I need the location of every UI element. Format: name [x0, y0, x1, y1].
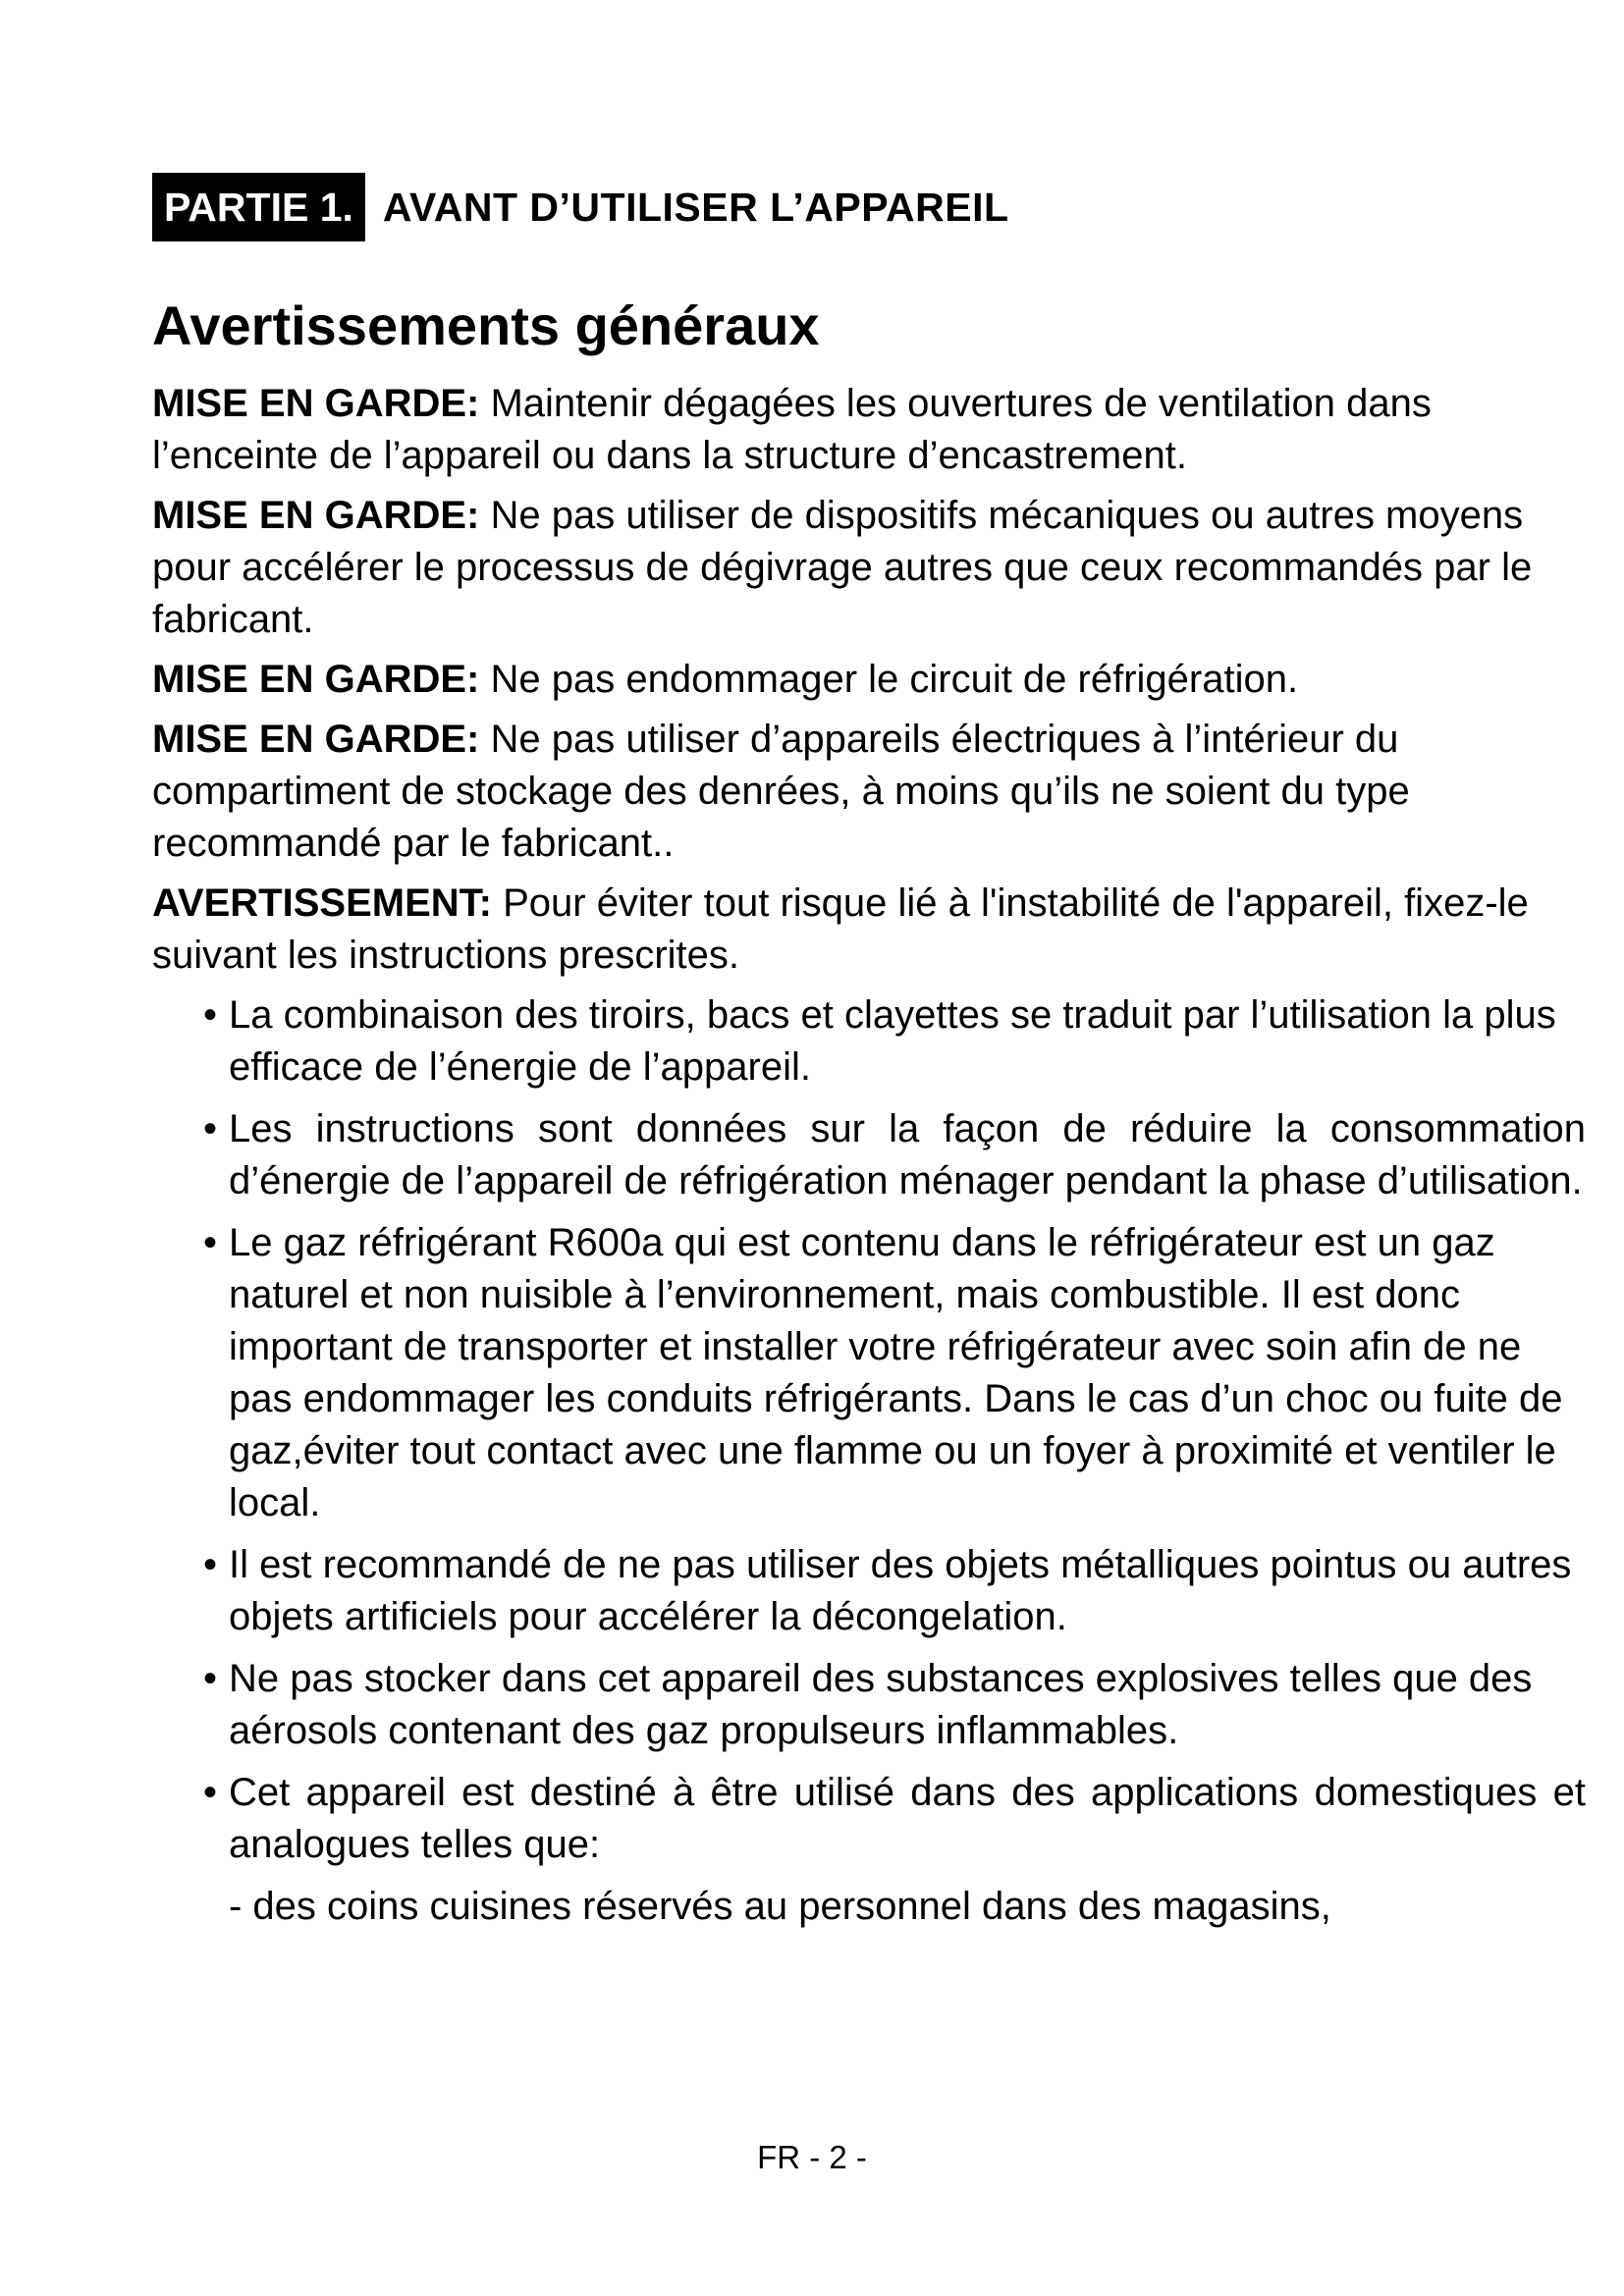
list-item [152, 1217, 1586, 1529]
warning-label: MISE EN GARDE: [152, 494, 480, 537]
bullet-marker: • [203, 1221, 218, 1264]
bullet-list [152, 989, 1586, 1871]
bullet-marker: • [203, 1657, 218, 1700]
list-item [152, 1653, 1586, 1757]
part-header [152, 173, 1009, 241]
warning-paragraph [152, 490, 1586, 646]
warning-paragraph [152, 654, 1586, 706]
warning-text: Ne pas endommager le circuit de réfrigération. [479, 658, 1299, 701]
list-item-text: Ne pas stocker dans cet appareil des substances explosives telles que des aérosols contenant des gaz propulseurs inflammables. [229, 1657, 1533, 1752]
list-item [152, 1539, 1586, 1643]
warning-text: Ne pas utiliser d’appareils électriques à l’intérieur du compartiment de stockage des denrées, à moins qu’ils ne soient du type recommandé par le fabricant.. [152, 718, 1410, 865]
bullet-marker: • [203, 1543, 218, 1586]
warning-paragraph [152, 878, 1586, 982]
part-title: AVANT D’UTILISER L’APPAREIL [382, 185, 1009, 230]
part-badge: PARTIE 1. [152, 173, 365, 241]
warning-label: MISE EN GARDE: [152, 718, 480, 761]
list-item-text: Le gaz réfrigérant R600a qui est contenu dans le réfrigérateur est un gaz naturel et non nuisible à l’environnement, mais combustible. Il est donc important de transporter et installer votre réfrigérateur avec soin afin de ne pas endommager les conduits réfrigérants. Dans le cas d’un choc ou fuite de gaz,éviter tout contact avec une flamme ou un foyer à proximité et ventiler le local. [229, 1221, 1563, 1524]
list-item [152, 1103, 1586, 1207]
list-item-text: Cet appareil est destiné à être utilisé dans des applications domestiques et analogues telles que: [229, 1771, 1586, 1866]
warning-paragraph [152, 714, 1586, 870]
bullet-marker: • [203, 1107, 218, 1150]
warning-label: AVERTISSEMENT: [152, 881, 492, 925]
section-title: Avertissements généraux [152, 294, 820, 356]
warning-text: Ne pas utiliser de dispositifs mécaniques ou autres moyens pour accélérer le processus de dégivrage autres que ceux recommandés par le fabricant. [152, 494, 1533, 641]
warnings-content [152, 378, 1586, 1933]
warning-text: Pour éviter tout risque lié à l'instabilité de l'appareil, fixez-le suivant les instructions prescrites. [152, 881, 1529, 977]
list-item [152, 989, 1586, 1094]
warning-label: MISE EN GARDE: [152, 658, 480, 701]
page-number: FR - 2 - [757, 2139, 867, 2175]
warning-text: Maintenir dégagées les ouvertures de ventilation dans l’enceinte de l’appareil ou dans la structure d’encastrement. [152, 382, 1432, 477]
warning-label: MISE EN GARDE: [152, 382, 480, 425]
list-item-text: Il est recommandé de ne pas utiliser des objets métalliques pointus ou autres objets artificiels pour accélérer la décongelation. [229, 1543, 1572, 1638]
warning-paragraph [152, 378, 1586, 482]
list-item [152, 1767, 1586, 1871]
bullet-marker: • [203, 1771, 218, 1814]
list-item-text: Les instructions sont données sur la façon de réduire la consommation d’énergie de l’appareil de réfrigération ménager pendant la phase d’utilisation. [229, 1107, 1586, 1202]
sub-list-item: - des coins cuisines réservés au personnel dans des magasins, [229, 1885, 1331, 1928]
bullet-marker: • [203, 993, 218, 1037]
list-item-text: La combinaison des tiroirs, bacs et clayettes se traduit par l’utilisation la plus efficace de l’énergie de l’appareil. [229, 993, 1556, 1089]
